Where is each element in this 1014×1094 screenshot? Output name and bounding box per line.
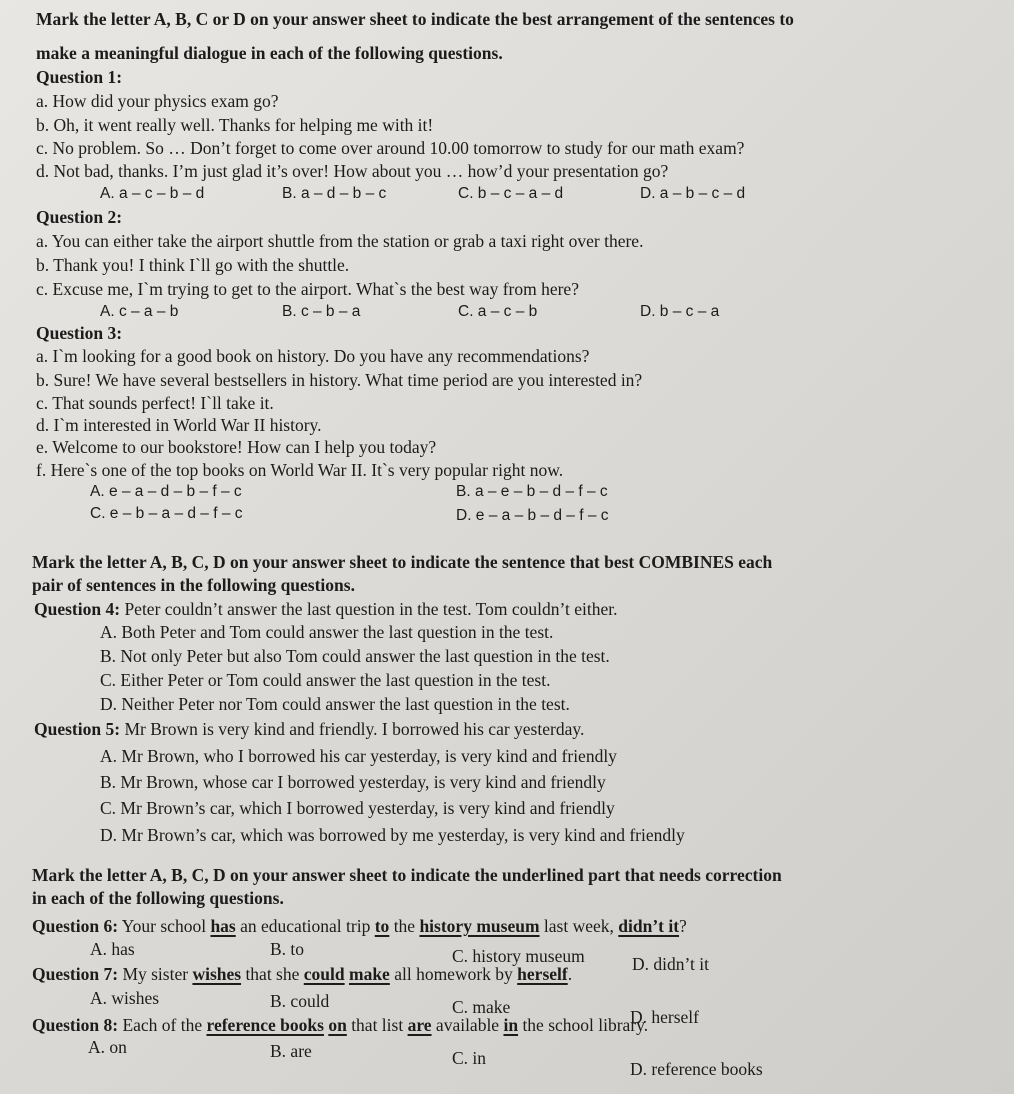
q1-title: Question 1: <box>36 67 123 87</box>
q1-option-a: A. a – c – b – d <box>100 185 205 202</box>
q8-label: Question 8: <box>32 1015 119 1035</box>
q8-underlined-d: in <box>503 1015 519 1035</box>
q7-text-2: that she <box>241 964 304 984</box>
q4-stem-text: Peter couldn’t answer the last question in the test. Tom couldn’t either. <box>120 599 618 619</box>
q6-text-5: ? <box>679 916 687 936</box>
q8-text-1: Each of the <box>118 1015 207 1035</box>
q5-label: Question 5: <box>34 719 121 739</box>
q2-sentence-c: c. Excuse me, I`m trying to get to the airport. What`s the best way from here? <box>36 279 579 299</box>
q8-stem <box>32 1014 648 1036</box>
q4-option-b: B. Not only Peter but also Tom could answer the last question in the test. <box>100 646 610 666</box>
q3-option-d: D. e – a – b – d – f – c <box>456 507 609 524</box>
q2-option-b: B. c – b – a <box>282 303 361 320</box>
q2-sentence-a: a. You can either take the airport shuttle from the station or grab a taxi right over there. <box>36 231 644 251</box>
q7-text-4: all homework by <box>389 964 518 984</box>
q7-text-5: . <box>567 964 573 984</box>
q8-underlined-b: on <box>328 1015 347 1035</box>
q3-sentence-d: d. I`m interested in World War II history. <box>36 415 322 435</box>
section1-instruction-line2: make a meaningful dialogue in each of the following questions. <box>36 43 503 63</box>
q3-option-b: B. a – e – b – d – f – c <box>456 483 608 500</box>
q6-option-d: D. didn’t it <box>632 954 709 974</box>
q7-text-1: My sister <box>118 964 193 984</box>
q7-option-c: C. make <box>452 997 511 1017</box>
section3-instruction-line2: in each of the following questions. <box>32 888 284 908</box>
q4-option-c: C. Either Peter or Tom could answer the last question in the test. <box>100 670 551 690</box>
q3-sentence-e: e. Welcome to our bookstore! How can I help you today? <box>36 437 437 457</box>
section2-instruction-line2: pair of sentences in the following questions. <box>32 575 355 595</box>
q7-underlined-b: could <box>303 964 345 984</box>
q4-stem <box>34 598 618 620</box>
q7-underlined-a: wishes <box>192 964 242 984</box>
section2-instruction-line1: Mark the letter A, B, C, D on your answer sheet to indicate the sentence that best COMBINES each <box>32 552 773 572</box>
q6-underlined-c: history museum <box>419 916 540 936</box>
q7-label: Question 7: <box>32 964 119 984</box>
q8-option-c: C. in <box>452 1048 487 1068</box>
q5-stem <box>34 718 584 740</box>
q3-sentence-f: f. Here`s one of the top books on World War II. It`s very popular right now. <box>36 460 564 480</box>
q7-option-d: D. herself <box>630 1007 700 1027</box>
q8-option-a: A. on <box>88 1037 127 1057</box>
q3-option-a: A. e – a – d – b – f – c <box>90 483 242 500</box>
q6-option-a: A. has <box>90 939 135 959</box>
q2-sentence-b: b. Thank you! I think I`ll go with the shuttle. <box>36 255 350 275</box>
q6-option-b: B. to <box>270 939 305 959</box>
q7-stem <box>32 963 572 985</box>
q1-sentence-b: b. Oh, it went really well. Thanks for helping me with it! <box>36 115 434 135</box>
q6-underlined-d: didn’t it <box>618 916 680 936</box>
q8-text-3: that list <box>346 1015 408 1035</box>
q5-option-a: A. Mr Brown, who I borrowed his car yesterday, is very kind and friendly <box>100 746 617 766</box>
q4-label: Question 4: <box>34 599 121 619</box>
q1-option-b: B. a – d – b – c <box>282 185 387 202</box>
q1-option-c: C. b – c – a – d <box>458 185 564 202</box>
q2-option-d: D. b – c – a <box>640 303 720 320</box>
q6-underlined-b: to <box>374 916 390 936</box>
q6-text-4: last week, <box>539 916 619 936</box>
q5-option-c: C. Mr Brown’s car, which I borrowed yesterday, is very kind and friendly <box>100 798 615 818</box>
q3-sentence-c: c. That sounds perfect! I`ll take it. <box>36 393 274 413</box>
q3-sentence-a: a. I`m looking for a good book on history. Do you have any recommendations? <box>36 346 590 366</box>
q1-sentence-d: d. Not bad, thanks. I’m just glad it’s over! How about you … how’d your presentation go? <box>36 161 669 181</box>
q6-underlined-a: has <box>210 916 236 936</box>
q1-sentence-a: a. How did your physics exam go? <box>36 91 279 111</box>
q5-option-b: B. Mr Brown, whose car I borrowed yesterday, is very kind and friendly <box>100 772 606 792</box>
q6-text-3: the <box>389 916 420 936</box>
q6-option-c: C. history museum <box>452 946 585 966</box>
q7-underlined-d: herself <box>517 964 568 984</box>
q1-sentence-c: c. No problem. So … Don’t forget to come over around 10.00 tomorrow to study for our math exam? <box>36 138 745 158</box>
q8-underlined-c: are <box>407 1015 432 1035</box>
q6-stem <box>32 915 687 937</box>
q8-text-5: the school library. <box>518 1015 649 1035</box>
q3-title: Question 3: <box>36 323 123 343</box>
q2-title: Question 2: <box>36 207 123 227</box>
q5-option-d: D. Mr Brown’s car, which was borrowed by me yesterday, is very kind and friendly <box>100 825 685 845</box>
q2-option-a: A. c – a – b <box>100 303 179 320</box>
q7-option-b: B. could <box>270 991 330 1011</box>
q8-text-4: available <box>431 1015 504 1035</box>
q6-text-1: Your school <box>118 916 211 936</box>
q2-option-c: C. a – c – b <box>458 303 538 320</box>
q4-option-a: A. Both Peter and Tom could answer the last question in the test. <box>100 622 554 642</box>
section1-instruction-line1: Mark the letter A, B, C or D on your answer sheet to indicate the best arrangement of the sentences to <box>36 9 794 29</box>
q5-stem-text: Mr Brown is very kind and friendly. I borrowed his car yesterday. <box>120 719 585 739</box>
q6-text-2: an educational trip <box>235 916 375 936</box>
q8-option-b: B. are <box>270 1041 312 1061</box>
q8-option-d: D. reference books <box>630 1059 763 1079</box>
q1-option-d: D. a – b – c – d <box>640 185 746 202</box>
section3-instruction-line1: Mark the letter A, B, C, D on your answer sheet to indicate the underlined part that needs correction <box>32 865 782 885</box>
q3-sentence-b: b. Sure! We have several bestsellers in history. What time period are you interested in? <box>36 370 643 390</box>
q3-option-c: C. e – b – a – d – f – c <box>90 505 243 522</box>
q7-underlined-c: make <box>349 964 390 984</box>
q7-option-a: A. wishes <box>90 988 160 1008</box>
q6-label: Question 6: <box>32 916 119 936</box>
q8-underlined-a: reference books <box>206 1015 324 1035</box>
q4-option-d: D. Neither Peter nor Tom could answer the last question in the test. <box>100 694 570 714</box>
